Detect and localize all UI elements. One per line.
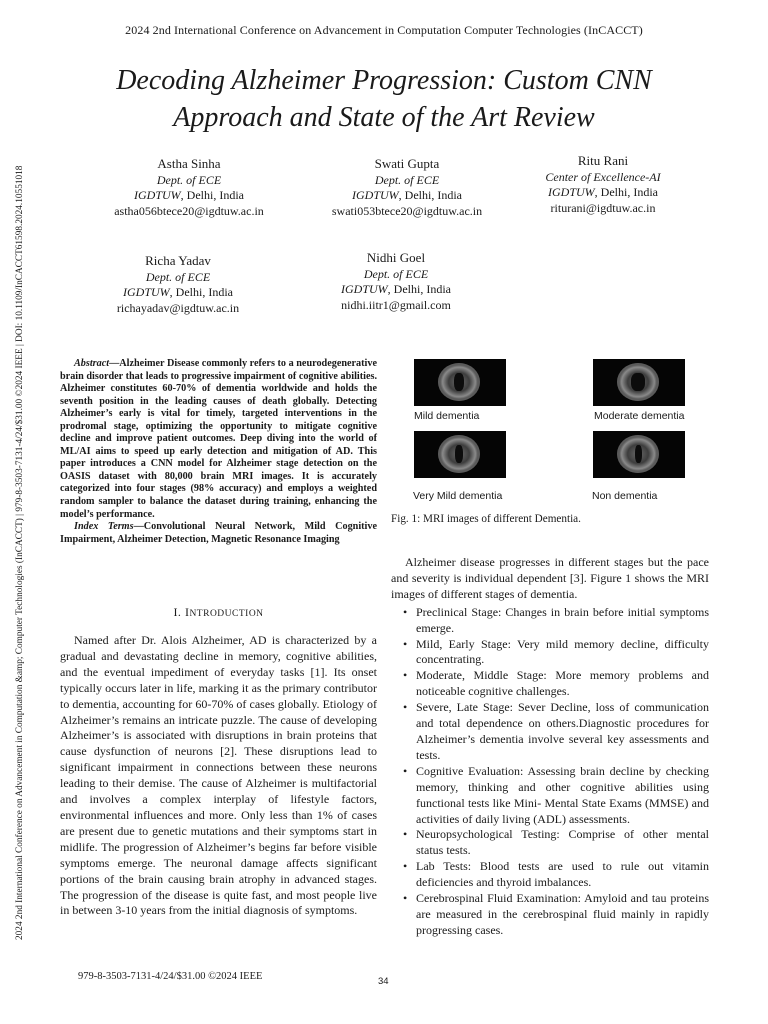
- author-institution: IGDTUW: [548, 185, 595, 199]
- section-initial: I: [184, 605, 190, 619]
- author-city: , Delhi, India: [169, 285, 233, 299]
- author-block: [296, 250, 496, 313]
- index-terms-text: —Convolutional Neural Network, Mild Cognitive Impairment, Alzheimer Detection, Magnetic Resonance Imaging: [60, 521, 377, 545]
- mri-label-moderate: Moderate dementia: [594, 410, 685, 422]
- list-item: • Mild, Early Stage: Very mild memory decline, difficulty concentrating.: [416, 637, 709, 669]
- list-item: • Cognitive Evaluation: Assessing brain decline by checking memory, thinking and other cognitive abilities using functional tests like Mini- Mental State Exams (MMSE) and activities of daily living (ADL) assessments.: [416, 764, 709, 828]
- author-name: Nidhi Goel: [366, 250, 426, 265]
- intro-paragraph: Named after Dr. Alois Alzheimer, AD is characterized by a gradual and devastating decline in memory, cognitive abilities, and the eventual impediment of everyday tasks [1]. Its onset typically occurs later in life, marking it as the primary contributor to dementia, accounting for 60-70% of cases globally. Etiology of Alzheimer’s remains an intricate puzzle. The cause of developing Alzheimer’s is associated with disruptions in brain proteins that cause dysfunction of neurons [2]. These disruptions lead to significant impairment in connections between these neurons leading to their demise. The cause of Alzheimer is multifactorial and involves a complex interplay of lifestyle factors, environmental influences and more. Only less than 1% of cases are present due to genetic mutations and their symptoms start in midlife. The progression of Alzheimer’s begins far before visible symptoms emerge. The neuronal damage affects significant portions of the brain causing brain atrophy in advanced stages. The progression of the disease is quite fast, and most people live in between 3-10 years from the initial diagnosis of symptoms.: [60, 633, 377, 918]
- mri-label-very-mild: Very Mild dementia: [413, 490, 503, 502]
- author-affiliation: [296, 282, 496, 298]
- author-email: riturani@igdtuw.ac.in: [550, 200, 656, 215]
- author-affiliation: [307, 188, 507, 204]
- author-name: Richa Yadav: [145, 253, 211, 268]
- author-city: , Delhi, India: [398, 188, 462, 202]
- list-item: • Cerebrospinal Fluid Examination: Amyloid and tau proteins are measured in the cerebrospinal fluid mainly in rapidly progressing cases.: [416, 891, 709, 939]
- mri-image-moderate: [593, 359, 685, 406]
- stages-intro: Alzheimer disease progresses in different stages but the pace and severity is individual dependent [3]. Figure 1 shows the MRI images of different stages of dementia.: [391, 555, 709, 601]
- intro-body: [60, 633, 377, 919]
- brain-ventricle: [631, 373, 645, 391]
- list-item: • Preclinical Stage: Changes in brain before initial symptoms emerge.: [416, 605, 709, 637]
- author-city: , Delhi, India: [387, 282, 451, 296]
- brain-ventricle: [454, 373, 464, 391]
- author-affiliation: [503, 185, 703, 201]
- title-line-2: Approach and State of the Art Review: [173, 102, 595, 133]
- conference-header: 2024 2nd International Conference on Advancement in Computation Computer Technologies (InCACCT): [125, 23, 643, 37]
- abstract-text: —Alzheimer Disease commonly refers to a neurodegenerative brain disorder that leads to progressive impairment of cognitive abilities. Alzheimer constitutes 60-70% of dementia worldwide and holds the seventh position in the leading causes of death globally. Detecting Alzheimer’s early is vital for timely, targeted interventions in the prodromal stage, optimizing the opportunity to mitigate cognitive decline and improve patient outcomes. Deep diving into the world of ML/AI aims to speed up early detection and mitigation of AD. This paper introduces a CNN model for Alzheimer stage detection on the OASIS dataset with 80,000 brain MRI images. It is accurately categorized into four stages (98% accuracy) and employs a weighted random sampler to balance the dataset during training, enhancing the model’s performance.: [60, 358, 377, 520]
- author-email: swati053btece20@igdtuw.ac.in: [331, 203, 483, 218]
- paper-title: [60, 62, 708, 136]
- mri-image-non: [593, 431, 685, 478]
- index-terms-label: Index Terms: [74, 521, 134, 533]
- author-block: [78, 253, 278, 316]
- mri-image-very-mild: [414, 431, 506, 478]
- author-email: nidhi.iitr1@gmail.com: [341, 297, 451, 312]
- author-name: Swati Gupta: [374, 156, 440, 171]
- section-rest: NTRODUCTION: [189, 609, 264, 619]
- abstract-paragraph: [60, 358, 377, 521]
- author-email: richayadav@igdtuw.ac.in: [116, 300, 240, 315]
- brain-ventricle: [455, 445, 463, 463]
- list-item: • Moderate, Middle Stage: More memory problems and noticeable cognitive challenges.: [416, 668, 709, 700]
- author-name: Ritu Rani: [577, 153, 629, 168]
- author-name: Astha Sinha: [157, 156, 221, 171]
- right-column-text: [391, 555, 709, 939]
- author-city: , Delhi, India: [594, 185, 658, 199]
- author-affiliation: [89, 188, 289, 204]
- title-line-1: Decoding Alzheimer Progression: Custom CNN: [116, 65, 652, 96]
- author-affiliation: [78, 285, 278, 301]
- mri-image-mild: [414, 359, 506, 406]
- author-institution: IGDTUW: [134, 188, 181, 202]
- author-dept: Dept. of ECE: [156, 172, 222, 187]
- mri-label-non: Non dementia: [592, 490, 658, 502]
- author-block: [503, 153, 703, 216]
- mri-label-mild: Mild dementia: [414, 410, 480, 422]
- author-city: , Delhi, India: [180, 188, 244, 202]
- author-institution: IGDTUW: [123, 285, 170, 299]
- page-number: 34: [378, 976, 389, 987]
- mri-figure: [391, 357, 709, 507]
- list-item: • Severe, Late Stage: Sever Decline, loss of communication and total dependence on others.Diagnostic procedures for Alzheimer’s dementia involve several key assessments and tests.: [416, 700, 709, 764]
- figure-caption: Fig. 1: MRI images of different Dementia.: [391, 513, 581, 525]
- author-email: astha056btece20@igdtuw.ac.in: [114, 203, 264, 218]
- list-item: • Neuropsychological Testing: Comprise of other mental status tests.: [416, 827, 709, 859]
- author-institution: IGDTUW: [352, 188, 399, 202]
- author-dept: Center of Excellence-AI: [545, 169, 661, 184]
- footer-isbn: 979-8-3503-7131-4/24/$31.00 ©2024 IEEE: [78, 971, 263, 982]
- stages-list: [391, 605, 709, 939]
- list-item: • Lab Tests: Blood tests are used to rule out vitamin deficiencies and thyroid imbalances.: [416, 859, 709, 891]
- brain-ventricle: [635, 445, 642, 463]
- index-terms: [60, 521, 377, 546]
- doi-side-strip: 2024 2nd International Conference on Advancement in Computation &amp; Computer Technologies (InCACCT) | 979-8-3503-7131-4/24/$31.00 ©2024 IEEE | DOI: 10.1109/InCACCT61598.2024.10551018: [15, 165, 25, 940]
- section-heading-introduction: [60, 605, 377, 620]
- author-block: [307, 156, 507, 219]
- author-dept: Dept. of ECE: [145, 269, 211, 284]
- abstract-label: Abstract: [74, 358, 110, 369]
- section-numeral: I.: [173, 605, 185, 619]
- author-institution: IGDTUW: [341, 282, 388, 296]
- abstract: [60, 358, 377, 546]
- author-dept: Dept. of ECE: [363, 266, 429, 281]
- author-dept: Dept. of ECE: [374, 172, 440, 187]
- author-block: [89, 156, 289, 219]
